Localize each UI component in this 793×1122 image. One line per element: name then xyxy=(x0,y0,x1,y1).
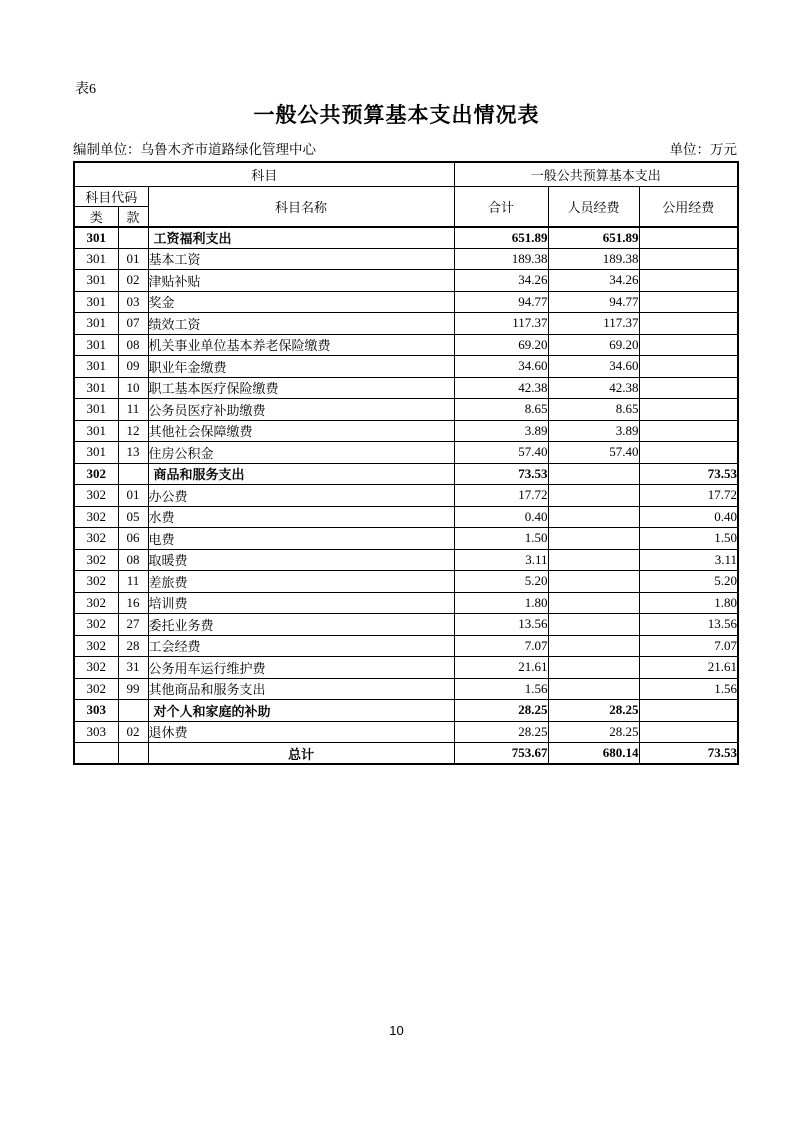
item-code-cell: 10 xyxy=(118,377,148,399)
total-cell: 57.40 xyxy=(454,442,548,464)
class-code-cell: 301 xyxy=(74,270,118,292)
subject-name-cell: 其他社会保障缴费 xyxy=(148,420,454,442)
item-code-cell: 07 xyxy=(118,313,148,335)
item-code-cell: 09 xyxy=(118,356,148,378)
public-cell xyxy=(639,442,738,464)
item-code-cell: 99 xyxy=(118,678,148,700)
page-number: 10 xyxy=(389,1023,404,1038)
header-subject-code: 科目代码 xyxy=(74,186,148,206)
personnel-cell xyxy=(548,592,639,614)
public-cell: 5.20 xyxy=(639,571,738,593)
table-row xyxy=(74,635,738,657)
personnel-cell: 69.20 xyxy=(548,334,639,356)
table-row xyxy=(74,700,738,722)
public-cell: 73.53 xyxy=(639,743,738,765)
subject-name-cell: 公务用车运行维护费 xyxy=(148,657,454,679)
header-public: 公用经费 xyxy=(639,186,738,227)
class-code-cell: 303 xyxy=(74,700,118,722)
public-cell xyxy=(639,291,738,313)
table-row xyxy=(74,270,738,292)
item-code-cell: 12 xyxy=(118,420,148,442)
subject-name-cell: 绩效工资 xyxy=(148,313,454,335)
total-cell: 13.56 xyxy=(454,614,548,636)
table-row xyxy=(74,571,738,593)
subject-name-cell: 职业年金缴费 xyxy=(148,356,454,378)
public-cell: 1.80 xyxy=(639,592,738,614)
table-row xyxy=(74,399,738,421)
class-code-cell: 301 xyxy=(74,313,118,335)
class-code-cell: 301 xyxy=(74,248,118,270)
header-item: 款 xyxy=(118,206,148,227)
item-code-cell xyxy=(118,463,148,485)
class-code-cell: 302 xyxy=(74,528,118,550)
table-row xyxy=(74,485,738,507)
table-row xyxy=(74,614,738,636)
total-cell: 1.50 xyxy=(454,528,548,550)
page-title: 一般公共预算基本支出情况表 xyxy=(253,103,540,127)
personnel-cell: 28.25 xyxy=(548,700,639,722)
public-cell xyxy=(639,399,738,421)
total-cell: 28.25 xyxy=(454,721,548,743)
personnel-cell xyxy=(548,571,639,593)
public-cell xyxy=(639,313,738,335)
item-code-cell: 28 xyxy=(118,635,148,657)
total-cell: 21.61 xyxy=(454,657,548,679)
personnel-cell: 117.37 xyxy=(548,313,639,335)
item-code-cell: 31 xyxy=(118,657,148,679)
personnel-cell xyxy=(548,635,639,657)
public-cell: 1.56 xyxy=(639,678,738,700)
subject-name-cell: 办公费 xyxy=(148,485,454,507)
personnel-cell: 651.89 xyxy=(548,227,639,249)
header-subject-name: 科目名称 xyxy=(148,186,454,227)
table-row xyxy=(74,442,738,464)
class-code-cell: 302 xyxy=(74,485,118,507)
item-code-cell: 06 xyxy=(118,528,148,550)
total-cell: 1.80 xyxy=(454,592,548,614)
class-code-cell: 302 xyxy=(74,614,118,636)
public-cell xyxy=(639,334,738,356)
public-cell: 73.53 xyxy=(639,463,738,485)
table-row xyxy=(74,313,738,335)
item-code-cell: 08 xyxy=(118,334,148,356)
total-cell: 17.72 xyxy=(454,485,548,507)
table-row xyxy=(74,227,738,249)
total-cell: 34.26 xyxy=(454,270,548,292)
subject-name-cell: 工资福利支出 xyxy=(148,227,454,249)
subject-name-cell: 奖金 xyxy=(148,291,454,313)
class-code-cell: 301 xyxy=(74,399,118,421)
header-total: 合计 xyxy=(454,186,548,227)
table-row xyxy=(74,377,738,399)
public-cell: 17.72 xyxy=(639,485,738,507)
item-code-cell: 11 xyxy=(118,571,148,593)
subject-name-cell: 委托业务费 xyxy=(148,614,454,636)
header-row-groups xyxy=(74,162,738,186)
public-cell xyxy=(639,721,738,743)
personnel-cell xyxy=(548,485,639,507)
class-code-cell: 302 xyxy=(74,463,118,485)
class-code-cell: 302 xyxy=(74,678,118,700)
table-body xyxy=(74,227,738,765)
table-row xyxy=(74,743,738,765)
class-code-cell: 301 xyxy=(74,291,118,313)
public-cell xyxy=(639,270,738,292)
personnel-cell: 34.26 xyxy=(548,270,639,292)
header-subject-group: 科目 xyxy=(74,162,454,186)
personnel-cell xyxy=(548,463,639,485)
class-code-cell: 301 xyxy=(74,334,118,356)
item-code-cell xyxy=(118,743,148,765)
table-row xyxy=(74,463,738,485)
table-row xyxy=(74,592,738,614)
table-number-label: 表6 xyxy=(75,82,96,97)
personnel-cell: 8.65 xyxy=(548,399,639,421)
personnel-cell xyxy=(548,528,639,550)
item-code-cell: 01 xyxy=(118,485,148,507)
item-code-cell xyxy=(118,227,148,249)
table-row xyxy=(74,657,738,679)
subject-name-cell: 住房公积金 xyxy=(148,442,454,464)
class-code-cell xyxy=(74,743,118,765)
item-code-cell xyxy=(118,700,148,722)
total-cell: 7.07 xyxy=(454,635,548,657)
subject-name-cell: 其他商品和服务支出 xyxy=(148,678,454,700)
subject-name-cell: 电费 xyxy=(148,528,454,550)
total-cell: 28.25 xyxy=(454,700,548,722)
total-cell: 3.89 xyxy=(454,420,548,442)
public-cell xyxy=(639,248,738,270)
total-cell: 94.77 xyxy=(454,291,548,313)
public-cell: 1.50 xyxy=(639,528,738,550)
public-cell: 13.56 xyxy=(639,614,738,636)
personnel-cell: 3.89 xyxy=(548,420,639,442)
personnel-cell: 28.25 xyxy=(548,721,639,743)
subject-name-cell: 总计 xyxy=(148,743,454,765)
header-row-main xyxy=(74,186,738,206)
personnel-cell: 680.14 xyxy=(548,743,639,765)
subject-name-cell: 商品和服务支出 xyxy=(148,463,454,485)
total-cell: 73.53 xyxy=(454,463,548,485)
public-cell: 0.40 xyxy=(639,506,738,528)
subject-name-cell: 公务员医疗补助缴费 xyxy=(148,399,454,421)
table-row xyxy=(74,506,738,528)
public-cell: 3.11 xyxy=(639,549,738,571)
public-cell xyxy=(639,420,738,442)
class-code-cell: 302 xyxy=(74,657,118,679)
personnel-cell xyxy=(548,549,639,571)
personnel-cell: 57.40 xyxy=(548,442,639,464)
total-cell: 189.38 xyxy=(454,248,548,270)
class-code-cell: 301 xyxy=(74,356,118,378)
personnel-cell xyxy=(548,506,639,528)
total-cell: 651.89 xyxy=(454,227,548,249)
subject-name-cell: 机关事业单位基本养老保险缴费 xyxy=(148,334,454,356)
table-header xyxy=(74,162,738,227)
class-code-cell: 302 xyxy=(74,506,118,528)
public-cell xyxy=(639,700,738,722)
item-code-cell: 03 xyxy=(118,291,148,313)
subject-name-cell: 基本工资 xyxy=(148,248,454,270)
class-code-cell: 303 xyxy=(74,721,118,743)
total-cell: 8.65 xyxy=(454,399,548,421)
personnel-cell: 34.60 xyxy=(548,356,639,378)
table-row xyxy=(74,678,738,700)
subject-name-cell: 职工基本医疗保险缴费 xyxy=(148,377,454,399)
header-personnel: 人员经费 xyxy=(548,186,639,227)
table-row xyxy=(74,291,738,313)
table-row xyxy=(74,356,738,378)
item-code-cell: 02 xyxy=(118,721,148,743)
class-code-cell: 302 xyxy=(74,592,118,614)
total-cell: 42.38 xyxy=(454,377,548,399)
total-cell: 117.37 xyxy=(454,313,548,335)
personnel-cell xyxy=(548,678,639,700)
subject-name-cell: 差旅费 xyxy=(148,571,454,593)
class-code-cell: 302 xyxy=(74,635,118,657)
table-row xyxy=(74,420,738,442)
item-code-cell: 01 xyxy=(118,248,148,270)
table-row xyxy=(74,334,738,356)
meta-row xyxy=(73,138,737,158)
subject-name-cell: 取暖费 xyxy=(148,549,454,571)
public-cell: 7.07 xyxy=(639,635,738,657)
class-code-cell: 301 xyxy=(74,227,118,249)
public-cell xyxy=(639,227,738,249)
prepared-by-label: 编制单位：乌鲁木齐市道路绿化管理中心 xyxy=(73,142,316,157)
table-row xyxy=(74,528,738,550)
class-code-cell: 301 xyxy=(74,377,118,399)
budget-table xyxy=(73,161,739,765)
total-cell: 5.20 xyxy=(454,571,548,593)
subject-name-cell: 退休费 xyxy=(148,721,454,743)
personnel-cell: 42.38 xyxy=(548,377,639,399)
subject-name-cell: 津贴补贴 xyxy=(148,270,454,292)
personnel-cell: 189.38 xyxy=(548,248,639,270)
header-class: 类 xyxy=(74,206,118,227)
total-cell: 0.40 xyxy=(454,506,548,528)
total-cell: 34.60 xyxy=(454,356,548,378)
item-code-cell: 02 xyxy=(118,270,148,292)
item-code-cell: 27 xyxy=(118,614,148,636)
subject-name-cell: 水费 xyxy=(148,506,454,528)
table-row xyxy=(74,248,738,270)
item-code-cell: 05 xyxy=(118,506,148,528)
total-cell: 753.67 xyxy=(454,743,548,765)
total-cell: 1.56 xyxy=(454,678,548,700)
class-code-cell: 301 xyxy=(74,420,118,442)
class-code-cell: 302 xyxy=(74,571,118,593)
personnel-cell xyxy=(548,614,639,636)
subject-name-cell: 对个人和家庭的补助 xyxy=(148,700,454,722)
item-code-cell: 13 xyxy=(118,442,148,464)
public-cell: 21.61 xyxy=(639,657,738,679)
table-row xyxy=(74,721,738,743)
personnel-cell: 94.77 xyxy=(548,291,639,313)
item-code-cell: 16 xyxy=(118,592,148,614)
unit-label: 单位：万元 xyxy=(669,142,737,157)
class-code-cell: 302 xyxy=(74,549,118,571)
table-row xyxy=(74,549,738,571)
personnel-cell xyxy=(548,657,639,679)
subject-name-cell: 培训费 xyxy=(148,592,454,614)
public-cell xyxy=(639,377,738,399)
item-code-cell: 08 xyxy=(118,549,148,571)
total-cell: 3.11 xyxy=(454,549,548,571)
subject-name-cell: 工会经费 xyxy=(148,635,454,657)
item-code-cell: 11 xyxy=(118,399,148,421)
total-cell: 69.20 xyxy=(454,334,548,356)
public-cell xyxy=(639,356,738,378)
header-budget-group: 一般公共预算基本支出 xyxy=(454,162,738,186)
class-code-cell: 301 xyxy=(74,442,118,464)
